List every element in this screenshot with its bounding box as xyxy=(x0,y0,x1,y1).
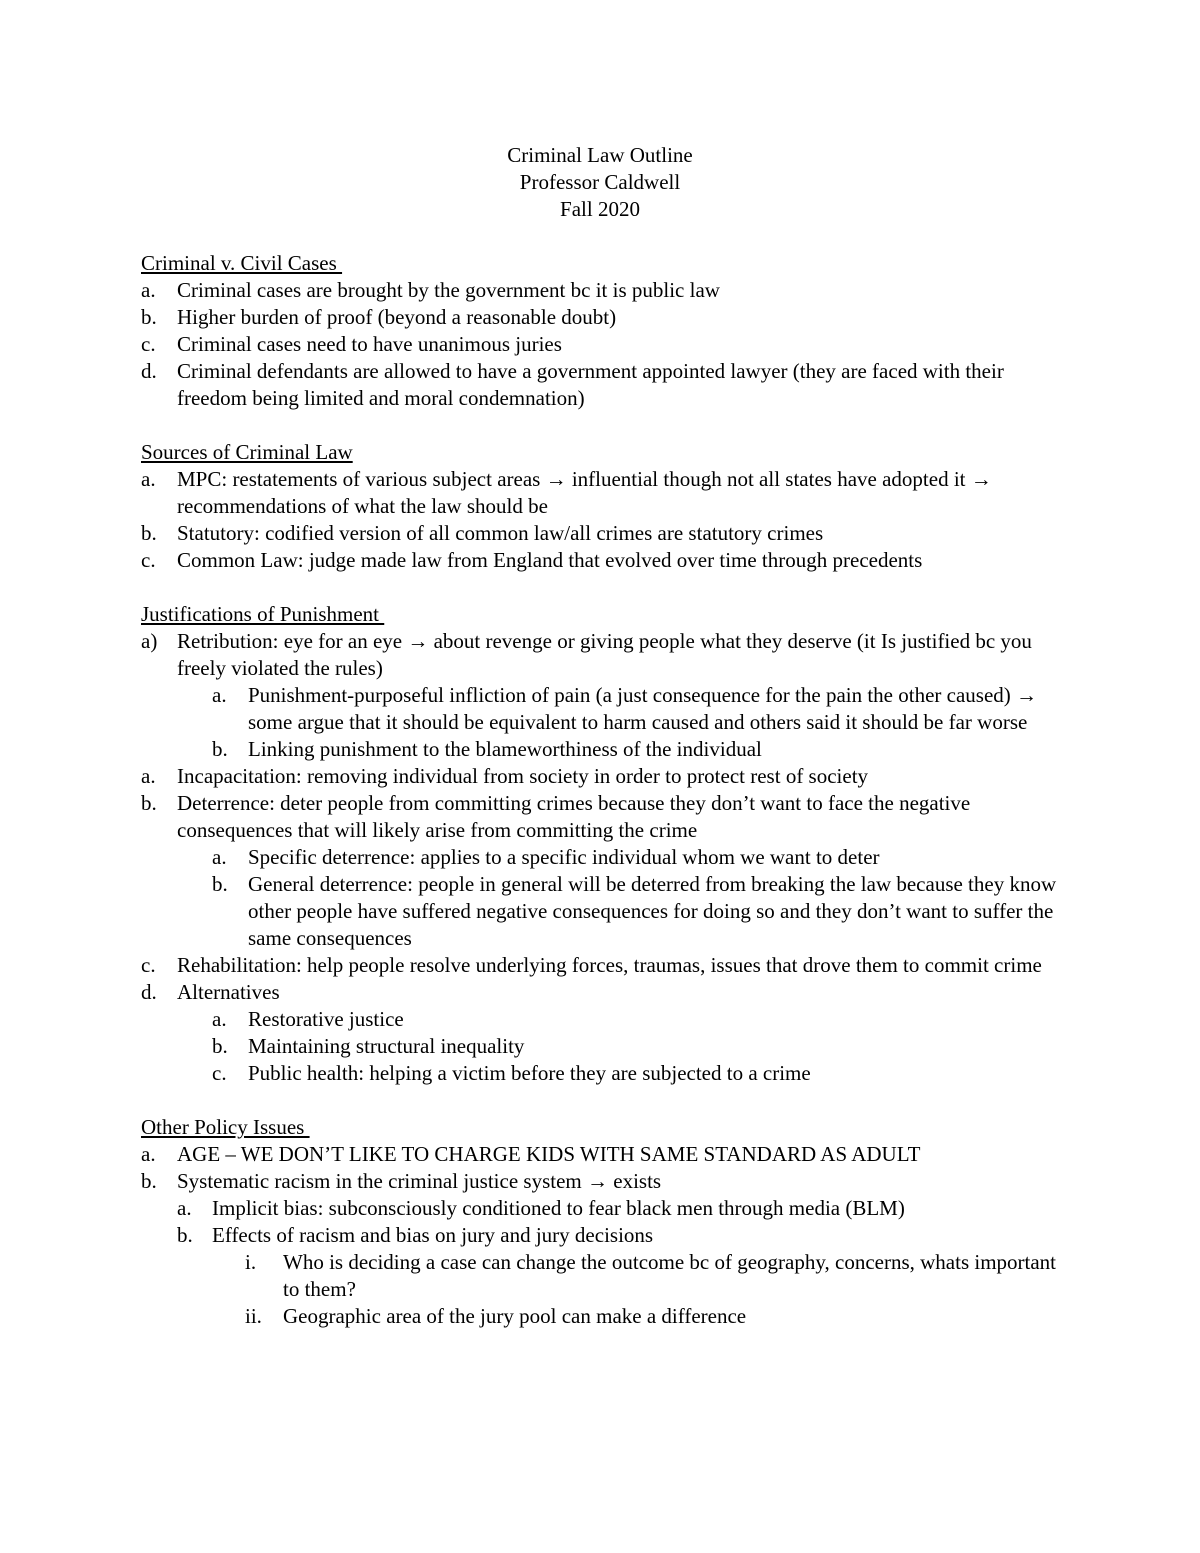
list-item xyxy=(141,547,1071,574)
list-item-text: Incapacitation: removing individual from society in order to protect rest of society xyxy=(177,764,869,788)
list-item xyxy=(141,1141,1071,1168)
section-heading: Sources of Criminal Law xyxy=(141,440,353,464)
list-item xyxy=(141,331,1071,358)
sub-list-item xyxy=(141,1222,1071,1249)
sub-list-item xyxy=(141,1195,1071,1222)
list-marker: b. xyxy=(212,737,228,761)
list-item-text: Effects of racism and bias on jury and jury decisions xyxy=(212,1223,654,1247)
list-marker: b. xyxy=(141,305,157,329)
list-marker: d. xyxy=(141,359,157,383)
list-marker: b. xyxy=(212,1034,228,1058)
list-marker: b. xyxy=(141,791,157,815)
list-item xyxy=(141,304,1071,331)
list-item-text: Specific deterrence: applies to a specific individual whom we want to deter xyxy=(248,845,880,869)
list-marker: c. xyxy=(141,332,156,356)
list-item-text: Deterrence: deter people from committing crimes because they don’t want to face the negative consequences that will likely arise from committing the crime xyxy=(177,791,971,842)
list-marker: a. xyxy=(141,278,156,302)
list-item xyxy=(141,1168,1071,1195)
list-item-text: Implicit bias: subconsciously conditioned to fear black men through media (BLM) xyxy=(212,1196,905,1220)
list-marker: a. xyxy=(212,1007,227,1031)
list-item xyxy=(141,790,1071,844)
list-item-text: AGE – WE DON’T LIKE TO CHARGE KIDS WITH SAME STANDARD AS ADULT xyxy=(177,1142,921,1166)
section-criminal-v-civil xyxy=(141,250,1071,412)
list-marker: a. xyxy=(212,683,227,707)
list-item-text: Linking punishment to the blameworthiness of the individual xyxy=(248,737,762,761)
list-marker: c. xyxy=(141,953,156,977)
list-marker: b. xyxy=(141,521,157,545)
section-heading: Other Policy Issues xyxy=(141,1115,310,1139)
list-item-text: Systematic racism in the criminal justice system → exists xyxy=(177,1169,662,1193)
list-marker: b. xyxy=(141,1169,157,1193)
section-justifications-of-punishment xyxy=(141,601,1071,1087)
sub-list-item xyxy=(141,1060,1071,1087)
list-item-text: Restorative justice xyxy=(248,1007,404,1031)
list-item-text: Common Law: judge made law from England that evolved over time through precedents xyxy=(177,548,923,572)
list-marker: a. xyxy=(141,764,156,788)
list-item xyxy=(141,763,1071,790)
section-sources-of-criminal-law xyxy=(141,439,1071,574)
list-marker: c. xyxy=(212,1061,227,1085)
document-title: Criminal Law Outline xyxy=(507,143,693,167)
list-item-text: Criminal cases need to have unanimous juries xyxy=(177,332,562,356)
list-marker: a. xyxy=(141,1142,156,1166)
list-marker: a. xyxy=(212,845,227,869)
list-item-text: Higher burden of proof (beyond a reasonable doubt) xyxy=(177,305,617,329)
list-marker: i. xyxy=(245,1250,257,1274)
section-heading: Criminal v. Civil Cases xyxy=(141,251,343,275)
section-other-policy-issues xyxy=(141,1114,1071,1330)
list-item xyxy=(141,358,1071,412)
list-item-text: Statutory: codified version of all common law/all crimes are statutory crimes xyxy=(177,521,824,545)
list-item-text: Maintaining structural inequality xyxy=(248,1034,525,1058)
sub-list-item xyxy=(141,682,1071,736)
list-marker: a) xyxy=(141,629,158,653)
sub-list-item xyxy=(141,1033,1071,1060)
list-marker: c. xyxy=(141,548,156,572)
list-item-text: Geographic area of the jury pool can make a difference xyxy=(283,1304,747,1328)
sub-list-item xyxy=(141,871,1071,952)
professor-name: Professor Caldwell xyxy=(519,170,681,194)
list-marker: b. xyxy=(212,872,228,896)
list-marker: a. xyxy=(141,467,156,491)
list-item-text: Punishment-purposeful infliction of pain (a just consequence for the pain the other caused) → some argue that it should be equivalent to harm caused and others said it should be far worse xyxy=(248,683,1038,734)
sub-list-item xyxy=(141,736,1071,763)
document-header xyxy=(0,142,1200,223)
term: Fall 2020 xyxy=(560,197,640,221)
list-item-text: Criminal defendants are allowed to have a government appointed lawyer (they are faced with their freedom being limited and moral condemnation) xyxy=(177,359,1004,410)
sub-list-item xyxy=(141,1006,1071,1033)
list-item-text: General deterrence: people in general will be deterred from breaking the law because they know other people have suffered negative consequences for doing so and they don’t want to suffer the same consequences xyxy=(248,872,1057,950)
list-marker: b. xyxy=(177,1223,193,1247)
list-item xyxy=(141,520,1071,547)
list-item-text: Rehabilitation: help people resolve underlying forces, traumas, issues that drove them to commit crime xyxy=(177,953,1042,977)
list-item-text: Public health: helping a victim before they are subjected to a crime xyxy=(248,1061,811,1085)
sub-sub-list-item xyxy=(141,1249,1071,1303)
sub-list-item xyxy=(141,844,1071,871)
list-item xyxy=(141,952,1071,979)
list-item-text: MPC: restatements of various subject areas → influential though not all states have adopted it → recommendations of what the law should be xyxy=(177,467,992,518)
section-heading: Justifications of Punishment xyxy=(141,602,385,626)
list-marker: d. xyxy=(141,980,157,1004)
sub-sub-list-item xyxy=(141,1303,1071,1330)
list-item xyxy=(141,979,1071,1006)
list-marker: a. xyxy=(177,1196,192,1220)
list-item xyxy=(141,466,1071,520)
list-item-text: Who is deciding a case can change the outcome bc of geography, concerns, whats important to them? xyxy=(283,1250,1057,1301)
list-marker: ii. xyxy=(245,1304,262,1328)
list-item-text: Alternatives xyxy=(177,980,280,1004)
list-item-text: Criminal cases are brought by the government bc it is public law xyxy=(177,278,720,302)
list-item xyxy=(141,628,1071,682)
list-item xyxy=(141,277,1071,304)
list-item-text: Retribution: eye for an eye → about revenge or giving people what they deserve (it Is justified bc you freely violated the rules) xyxy=(177,629,1032,680)
outline-body xyxy=(141,250,1071,1357)
